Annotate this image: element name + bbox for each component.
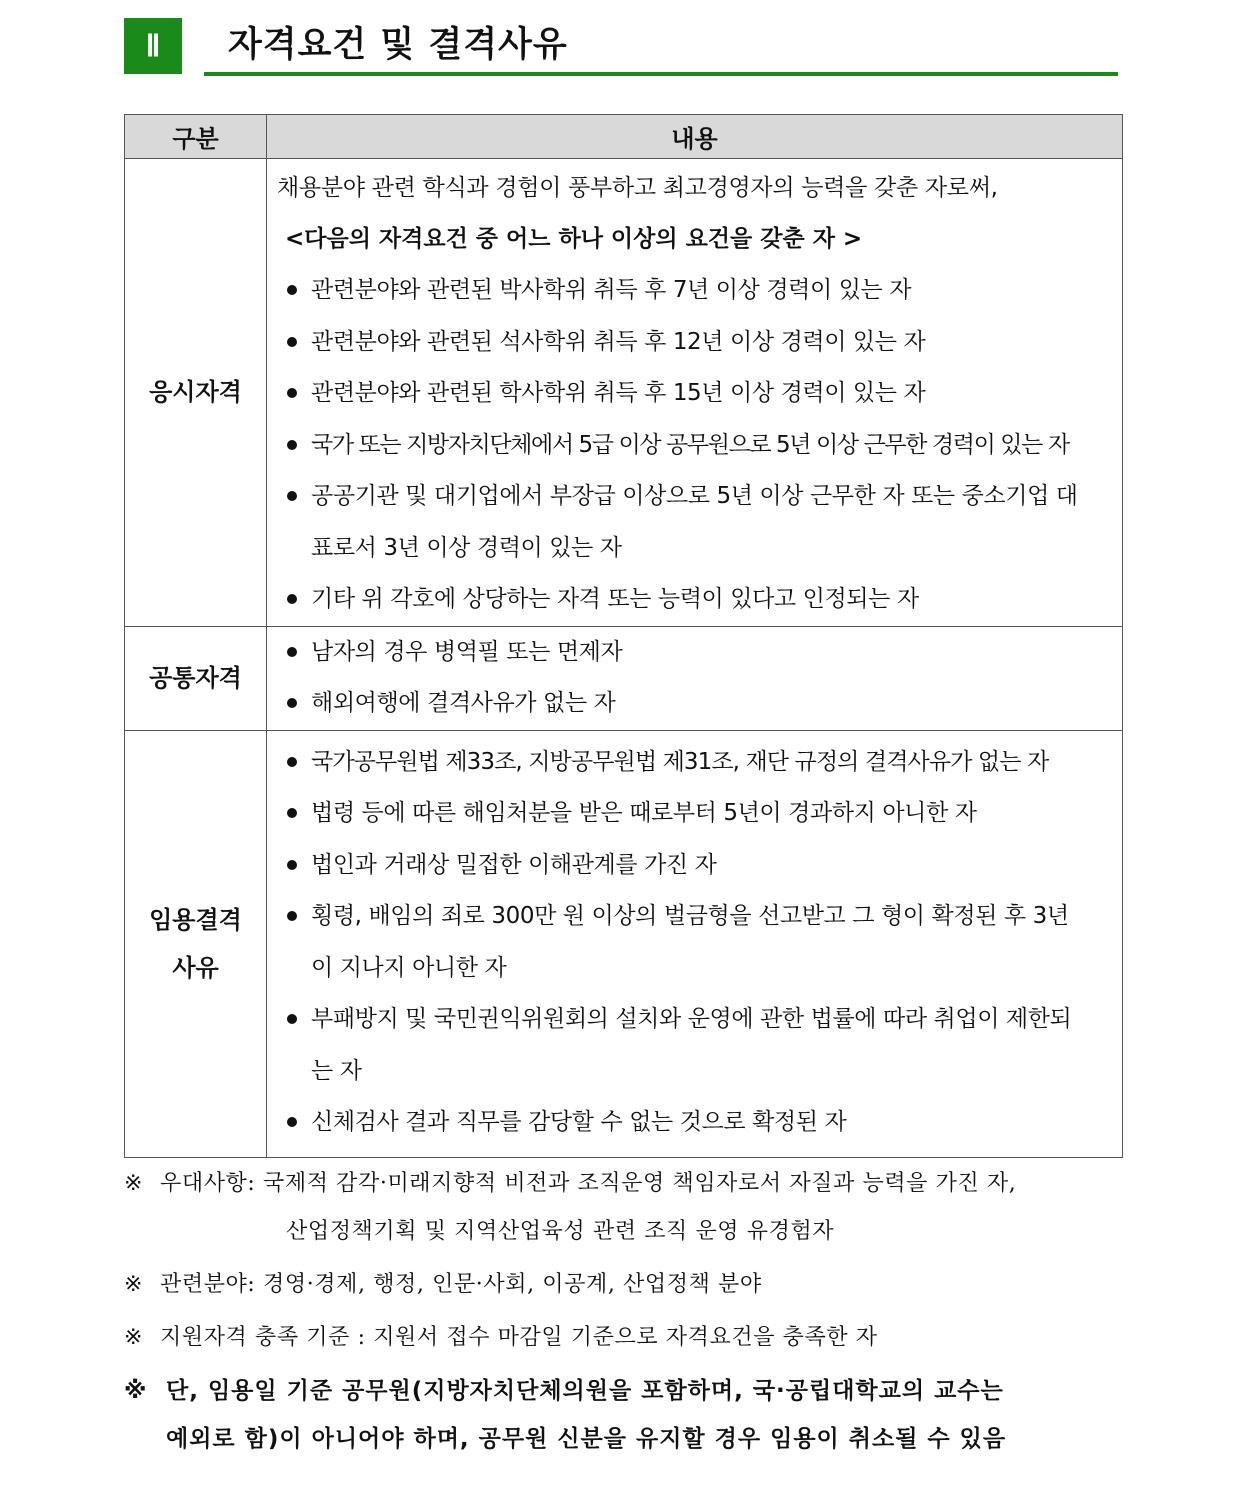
disqualification-list xyxy=(277,737,1112,1149)
list-item: 법령 등에 따른 해임처분을 받은 때로부터 5년이 경과하지 아니한 자 xyxy=(277,788,1112,840)
section-title-underline xyxy=(204,72,1118,76)
bullet-icon xyxy=(287,698,297,708)
list-item: 횡령, 배임의 죄로 300만 원 이상의 벌금형을 선고받고 그 형이 확정된 후 3년이 지나지 아니한 자 xyxy=(277,891,1112,994)
category-cell xyxy=(125,730,267,1157)
list-item: 해외여행에 결격사유가 없는 자 xyxy=(277,678,1112,730)
table-row-eligibility xyxy=(125,159,1123,627)
reference-mark-icon: ※ xyxy=(124,1378,148,1404)
list-item: 부패방지 및 국민권익위원회의 설치와 운영에 관한 법률에 따라 취업이 제한되는 자 xyxy=(277,994,1112,1097)
content-cell xyxy=(267,626,1123,730)
list-item: 남자의 경우 병역필 또는 면제자 xyxy=(277,627,1112,679)
bullet-icon xyxy=(287,1117,297,1127)
category-cell: 공통자격 xyxy=(125,626,267,730)
intro-text: 채용분야 관련 학식과 경험이 풍부하고 최고경영자의 능력을 갖춘 자로써, xyxy=(277,175,998,201)
bullet-icon xyxy=(287,1014,297,1024)
section-title: 자격요건 및 결격사유 xyxy=(228,25,568,65)
section-number-badge: Ⅱ xyxy=(124,18,182,74)
list-item: 관련분야와 관련된 학사학위 취득 후 15년 이상 경력이 있는 자 xyxy=(277,368,1112,420)
common-list xyxy=(277,627,1112,730)
note-criteria: ※ 지원자격 충족 기준 : 지원서 접수 마감일 기준으로 자격요건을 충족한 자 xyxy=(124,1314,1122,1362)
bullet-icon xyxy=(287,647,297,657)
table-header-row xyxy=(125,115,1123,159)
list-item: 법인과 거래상 밀접한 이해관계를 가진 자 xyxy=(277,840,1112,892)
reference-mark-icon: ※ xyxy=(124,1171,144,1196)
list-item: 기타 위 각호에 상당하는 자격 또는 능력이 있다고 인정되는 자 xyxy=(277,574,1112,626)
bullet-icon xyxy=(287,860,297,870)
bullet-icon xyxy=(287,388,297,398)
reference-mark-icon: ※ xyxy=(124,1325,144,1350)
bullet-icon xyxy=(287,911,297,921)
list-item: 관련분야와 관련된 석사학위 취득 후 12년 이상 경력이 있는 자 xyxy=(277,317,1112,369)
bullet-icon xyxy=(287,440,297,450)
bullet-icon xyxy=(287,337,297,347)
table-row-common xyxy=(125,626,1123,730)
reference-mark-icon: ※ xyxy=(124,1272,144,1297)
bullet-icon xyxy=(287,808,297,818)
requirements-subheading: <다음의 자격요건 중 어느 하나 이상의 요건을 갖춘 자 > xyxy=(285,226,863,252)
notes-section xyxy=(124,1160,1122,1463)
list-item: 국가공무원법 제33조, 지방공무원법 제31조, 재단 규정의 결격사유가 없는 자 xyxy=(277,737,1112,789)
list-item: 신체검사 결과 직무를 감당할 수 없는 것으로 확정된 자 xyxy=(277,1097,1112,1149)
note-preferred: ※ 우대사항: 국제적 감각·미래지향적 비전과 조직운영 책임자로서 자질과 능력을 가진 자, 산업정책기획 및 지역산업육성 관련 조직 운영 유경험자 xyxy=(124,1160,1122,1256)
list-item: 국가 또는 지방자치단체에서 5급 이상 공무원으로 5년 이상 근무한 경력이 있는 자 xyxy=(277,420,1112,472)
bullet-icon xyxy=(287,285,297,295)
qualification-table xyxy=(124,114,1123,1158)
category-line: 사유 xyxy=(172,953,219,982)
eligibility-list xyxy=(277,265,1112,626)
content-cell xyxy=(267,159,1123,627)
column-header-category: 구분 xyxy=(125,115,267,159)
content-cell xyxy=(267,730,1123,1157)
bullet-icon xyxy=(287,594,297,604)
note-warning: ※ 단, 임용일 기준 공무원(지방자치단체의원을 포함하며, 국·공립대학교의 교수는 예외로 함)이 아니어야 하며, 공무원 신분을 유지할 경우 임용이 취소될 수 있음 xyxy=(124,1367,1122,1463)
category-cell: 응시자격 xyxy=(125,159,267,627)
column-header-content: 내용 xyxy=(267,115,1123,159)
note-fields: ※ 관련분야: 경영·경제, 행정, 인문·사회, 이공계, 산업정책 분야 xyxy=(124,1261,1122,1309)
table-row-disqualification xyxy=(125,730,1123,1157)
bullet-icon xyxy=(287,757,297,767)
category-line: 임용결격 xyxy=(149,905,242,934)
list-item: 공공기관 및 대기업에서 부장급 이상으로 5년 이상 근무한 자 또는 중소기업 대표로서 3년 이상 경력이 있는 자 xyxy=(277,471,1112,574)
list-item: 관련분야와 관련된 박사학위 취득 후 7년 이상 경력이 있는 자 xyxy=(277,265,1112,317)
bullet-icon xyxy=(287,491,297,501)
